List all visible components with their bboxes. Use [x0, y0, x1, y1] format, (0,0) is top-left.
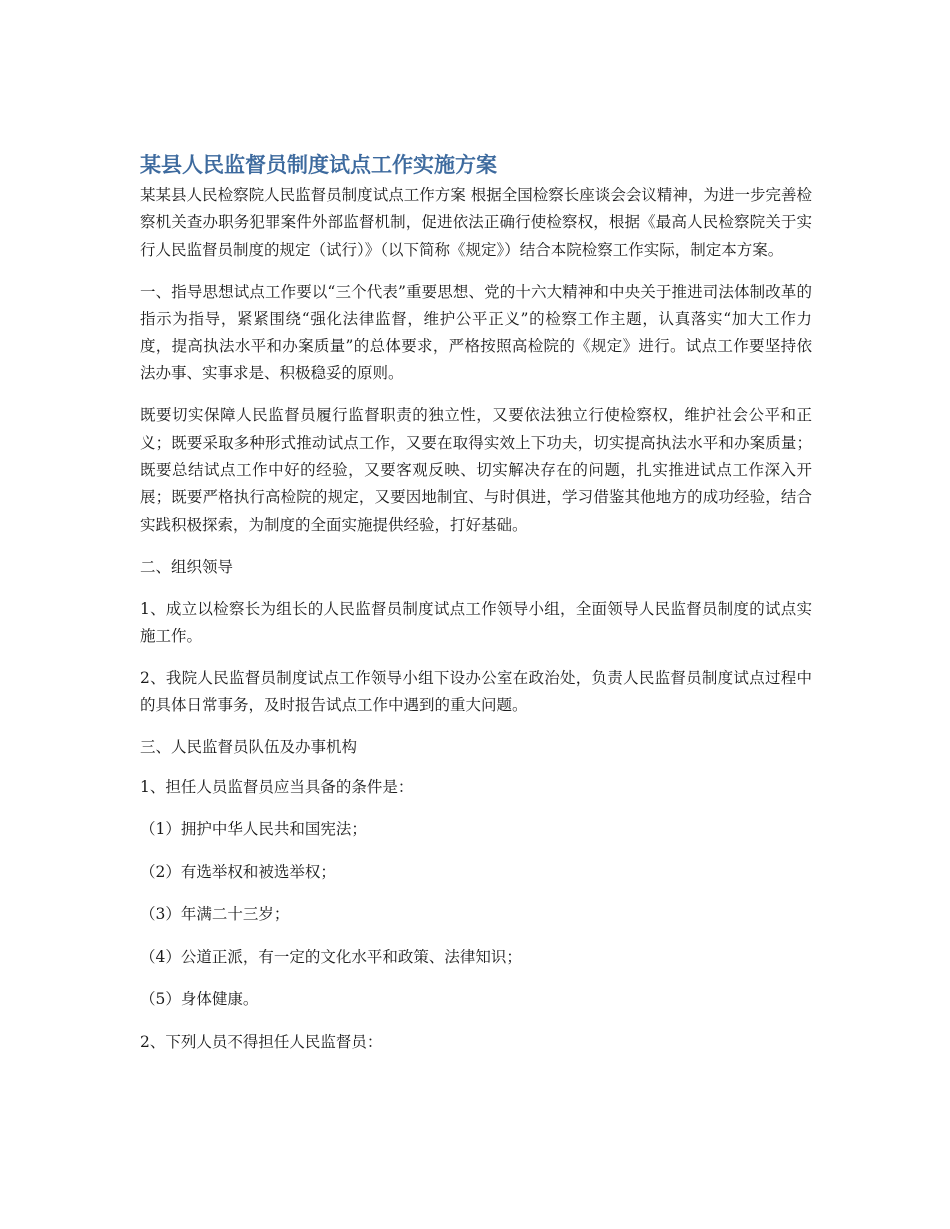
condition-item: （5）身体健康。 [140, 990, 259, 1009]
intro-paragraph: 某某县人民检察院人民监督员制度试点工作方案 根据全国检察长座谈会会议精神，为进一步完善检察机关查办职务犯罪案件外部监督机制，促进依法正确行使检察权，根据《最高人民检察院关于实行人民监督员制度的规定（试行）》（以下简称《规定》）结合本院检察工作实际，制定本方案。 [140, 186, 812, 259]
document-page [140, 148, 812, 1056]
organization-item-1: 1、成立以检察长为组长的人民监督员制度试点工作领导小组，全面领导人民监督员制度的试点实施工作。 [140, 599, 812, 645]
organization-item-2: 2、我院人民监督员制度试点工作领导小组下设办公室在政治处，负责人民监督员制度试点过程中的具体日常事务，及时报告试点工作中遇到的重大问题。 [140, 668, 812, 715]
principles-paragraph: 既要切实保障人民监督员履行监督职责的独立性，又要依法独立行使检察权，维护社会公平和正义；既要采取多种形式推动试点工作，又要在取得实效上下功夫，切实提高执法水平和办案质量；既要总结试点工作中好的经验，又要客观反映、切实解决存在的问题，扎实推进试点工作深入开展；既要严格执行高检院的规定，又要因地制宜、与时俱进，学习借鉴其他地方的成功经验，结合实践积极探索，为制度的全面实施提供经验，打好基础。 [140, 406, 812, 534]
disqualified-persons-heading: 2、下列人员不得担任人民监督员： [140, 1032, 383, 1051]
document-title: 某县人民监督员制度试点工作实施方案 [140, 153, 497, 177]
condition-item: （4）公道正派，有一定的文化水平和政策、法律知识； [140, 947, 522, 966]
section-heading-supervisors: 三、人民监督员队伍及办事机构 [140, 738, 358, 757]
condition-item: （2）有选举权和被选举权； [140, 862, 336, 881]
condition-item: （3）年满二十三岁； [140, 905, 290, 924]
guiding-ideology-paragraph: 一、指导思想试点工作要以“三个代表”重要思想、党的十六大精神和中央关于推进司法体制改革的指示为指导，紧紧围绕“强化法律监督，维护公平正义”的检察工作主题，认真落实“加大工作力度，提高执法水平和办案质量”的总体要求，严格按照高检院的《规定》进行。试点工作要坚持依法办事、实事求是、积极稳妥的原则。 [140, 282, 812, 383]
supervisor-conditions-heading: 1、担任人员监督员应当具备的条件是： [140, 777, 414, 796]
condition-item: （1）拥护中华人民共和国宪法； [140, 820, 367, 839]
section-heading-organization: 二、组织领导 [140, 557, 234, 576]
